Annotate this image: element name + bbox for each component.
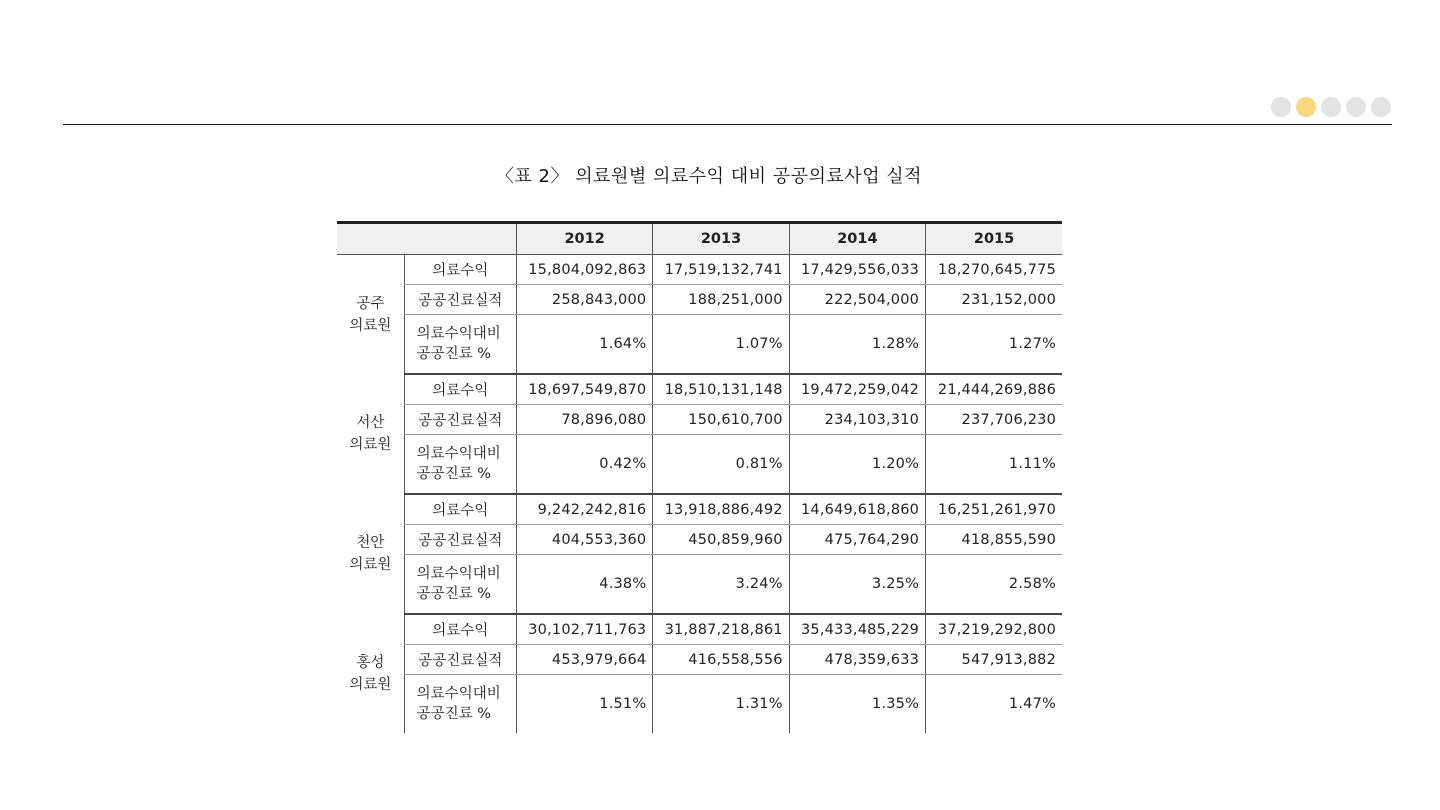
public-care-cell: 478,359,633 (789, 645, 925, 675)
ratio-label-line1: 의료수익대비 (416, 326, 501, 342)
ratio-cell: 1.11% (926, 435, 1062, 495)
hospital-name-cell (337, 374, 404, 494)
row-label-ratio (404, 435, 516, 495)
table-row (337, 315, 1062, 375)
revenue-cell: 31,887,218,861 (653, 614, 789, 645)
revenue-cell: 35,433,485,229 (789, 614, 925, 645)
public-care-cell: 453,979,664 (516, 645, 652, 675)
revenue-cell: 18,697,549,870 (516, 374, 652, 405)
public-care-cell: 150,610,700 (653, 405, 789, 435)
revenue-cell: 21,444,269,886 (926, 374, 1062, 405)
public-care-cell: 475,764,290 (789, 525, 925, 555)
ratio-cell: 0.42% (516, 435, 652, 495)
ratio-cell: 0.81% (653, 435, 789, 495)
table-row (337, 255, 1062, 285)
hospital-name-line2: 의료원 (349, 437, 392, 453)
ratio-label-line1: 의료수익대비 (416, 686, 501, 702)
public-care-cell: 237,706,230 (926, 405, 1062, 435)
header-year: 2013 (653, 223, 789, 255)
hospital-name-line1: 서산 (356, 415, 385, 431)
ratio-cell: 1.20% (789, 435, 925, 495)
hospital-name-line2: 의료원 (349, 557, 392, 573)
public-care-cell: 547,913,882 (926, 645, 1062, 675)
public-care-cell: 416,558,556 (653, 645, 789, 675)
ratio-label-line1: 의료수익대비 (416, 566, 501, 582)
ratio-label-line2: 공공진료 % (416, 466, 492, 482)
table-caption: 〈표 2〉 의료원별 의료수익 대비 공공의료사업 실적 (495, 166, 923, 187)
table-row (337, 614, 1062, 645)
row-label-ratio (404, 555, 516, 615)
table-row (337, 285, 1062, 315)
row-label-revenue: 의료수익 (404, 494, 516, 525)
row-label-public-care: 공공진료실적 (404, 645, 516, 675)
public-care-cell: 418,855,590 (926, 525, 1062, 555)
row-label-public-care: 공공진료실적 (404, 525, 516, 555)
header-year: 2015 (926, 223, 1062, 255)
table-row (337, 435, 1062, 495)
table-header-row (337, 223, 1062, 255)
hospital-name-cell (337, 255, 404, 375)
hospital-name-line1: 천안 (356, 535, 385, 551)
hospital-name-cell (337, 494, 404, 614)
revenue-cell: 18,510,131,148 (653, 374, 789, 405)
table-row (337, 675, 1062, 734)
public-care-cell: 231,152,000 (926, 285, 1062, 315)
hospital-name-line2: 의료원 (349, 676, 392, 693)
table-row (337, 555, 1062, 615)
ratio-cell: 1.35% (789, 675, 925, 734)
hospital-name-cell (337, 614, 404, 733)
ratio-cell: 3.24% (653, 555, 789, 615)
row-label-ratio (404, 315, 516, 375)
revenue-cell: 17,429,556,033 (789, 255, 925, 285)
header-corner (337, 223, 516, 255)
row-label-public-care: 공공진료실적 (404, 405, 516, 435)
row-label-ratio (404, 675, 516, 734)
table-row (337, 374, 1062, 405)
row-label-revenue: 의료수익 (404, 374, 516, 405)
ratio-cell: 1.28% (789, 315, 925, 375)
public-care-cell: 222,504,000 (789, 285, 925, 315)
row-label-revenue: 의료수익 (404, 255, 516, 285)
revenue-cell: 37,219,292,800 (926, 614, 1062, 645)
ratio-label-line2: 공공진료 % (416, 586, 492, 602)
public-care-cell: 450,859,960 (653, 525, 789, 555)
ratio-cell: 1.27% (926, 315, 1062, 375)
header-year: 2014 (789, 223, 925, 255)
revenue-cell: 30,102,711,763 (516, 614, 652, 645)
hospital-name-line1: 홍성 (356, 654, 385, 671)
table-row (337, 494, 1062, 525)
ratio-label-line2: 공공진료 % (416, 706, 492, 722)
ratio-cell: 2.58% (926, 555, 1062, 615)
ratio-cell: 1.47% (926, 675, 1062, 734)
ratio-label-line1: 의료수익대비 (416, 446, 501, 462)
public-care-cell: 404,553,360 (516, 525, 652, 555)
public-care-cell: 188,251,000 (653, 285, 789, 315)
public-care-cell: 78,896,080 (516, 405, 652, 435)
ratio-cell: 1.64% (516, 315, 652, 375)
ratio-cell: 1.07% (653, 315, 789, 375)
header-year: 2012 (516, 223, 652, 255)
hospital-performance-table (337, 221, 1062, 733)
hospital-name-line1: 공주 (356, 295, 385, 312)
ratio-cell: 1.51% (516, 675, 652, 734)
ratio-cell: 4.38% (516, 555, 652, 615)
ratio-cell: 3.25% (789, 555, 925, 615)
revenue-cell: 9,242,242,816 (516, 494, 652, 525)
row-label-revenue: 의료수익 (404, 614, 516, 645)
public-care-cell: 234,103,310 (789, 405, 925, 435)
revenue-cell: 19,472,259,042 (789, 374, 925, 405)
table-row (337, 405, 1062, 435)
revenue-cell: 18,270,645,775 (926, 255, 1062, 285)
revenue-cell: 17,519,132,741 (653, 255, 789, 285)
public-care-cell: 258,843,000 (516, 285, 652, 315)
table-row (337, 645, 1062, 675)
revenue-cell: 13,918,886,492 (653, 494, 789, 525)
ratio-label-line2: 공공진료 % (416, 346, 492, 362)
revenue-cell: 16,251,261,970 (926, 494, 1062, 525)
hospital-name-line2: 의료원 (349, 317, 392, 334)
row-label-public-care: 공공진료실적 (404, 285, 516, 315)
table-row (337, 525, 1062, 555)
ratio-cell: 1.31% (653, 675, 789, 734)
revenue-cell: 14,649,618,860 (789, 494, 925, 525)
revenue-cell: 15,804,092,863 (516, 255, 652, 285)
